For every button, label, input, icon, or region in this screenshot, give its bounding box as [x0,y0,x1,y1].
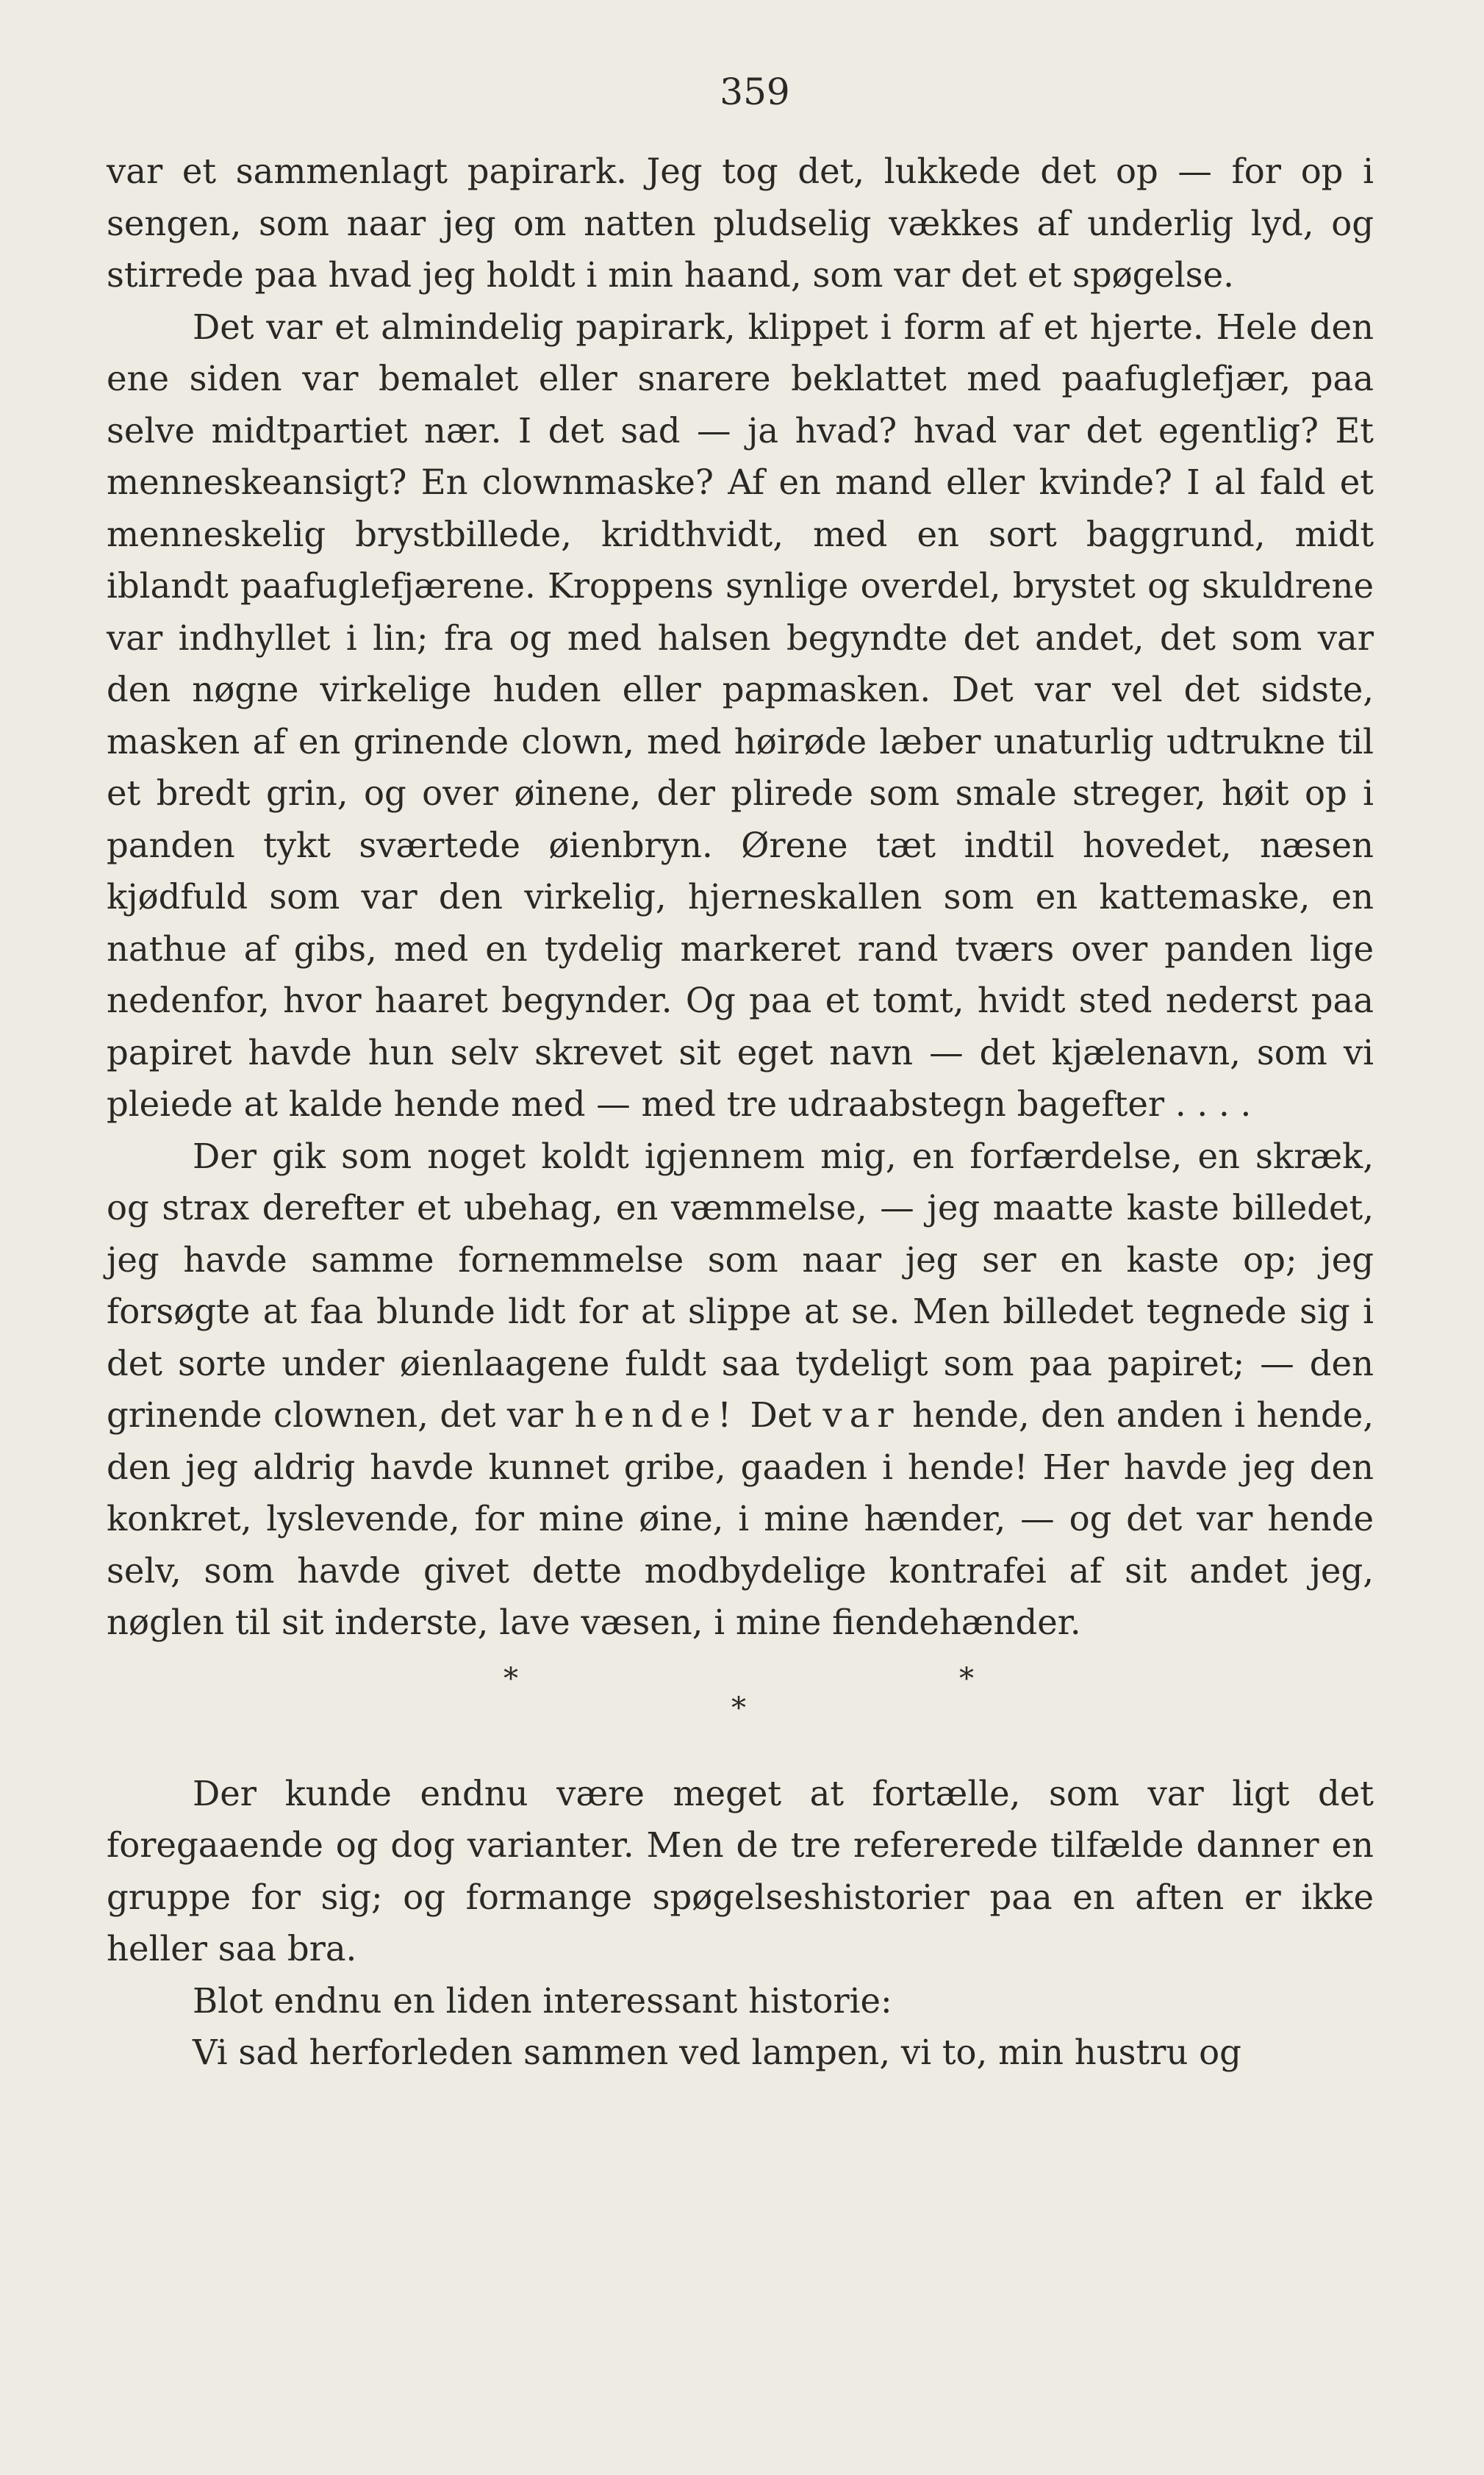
asterisk-center: * [731,1691,746,1725]
asterisk-right: * [959,1661,974,1696]
paragraph-4: Der kunde endnu være meget at fortælle, som var ligt det foregaaende og dog varianter. Men de tre refererede tilfælde danner en gruppe for sig; og formange spøgelseshistorier paa en aften er ikke heller saa bra. [107,1773,1374,1969]
paragraph-2: Det var et almindelig papirark, klippet i form af et hjerte. Hele den ene siden var bemalet eller snarere beklattet med paafuglefjær, paa selve midtpartiet nær. I det sad — ja hvad? hvad var det egentlig? Et menneskeansigt? En clownmaske? Af en mand eller kvinde? I al fald et menneskelig brystbillede, kridthvidt, med en sort baggrund, midt iblandt paafuglefjærene. Kroppens synlige overdel, brystet og skuldrene var indhyllet i lin; fra og med halsen begyndte det andet, det som var den nøgne virkelige huden eller papmasken. Det var vel det sidste, masken af en grinende clown, med høirøde læber unaturlig udtrukne til et bredt grin, og over øinene, der plirede som smale streger, høit op i panden tykt sværtede øienbryn. Ørene tæt indtil hovedet, næsen kjødfuld som var den virkelig, hjerneskallen som en kattemaske, en nathue af gibs, med en tydelig markeret rand tværs over panden lige nedenfor, hvor haaret begynder. Og paa et tomt, hvidt sted nederst paa papiret havde hun selv skrevet sit eget navn — det kjælenavn, som vi pleiede at kalde hende med — med tre udraabstegn bagefter . . . . [107,307,1374,1124]
section-break-asterisks [107,1662,1374,1758]
paragraph-5: Blot endnu en liden interessant historie: [193,1980,892,2021]
paragraph-3-mid: Det [738,1395,823,1435]
page-number: 359 [720,71,790,113]
paragraph-3 [107,1131,1374,1649]
paragraph-1: var et sammenlagt papirark. Jeg tog det, lukkede det op — for op i sengen, som naar jeg om natten pludselig vækkes af underlig lyd, og stirrede paa hvad jeg holdt i min haand, som var det et spøgelse. [107,151,1374,295]
asterisk-left: * [503,1661,518,1696]
paragraph-3-before: Der gik som noget koldt igjennem mig, en forfærdelse, en skræk, og strax derefter et ubehag, en væmmelse, — jeg maatte kaste billedet, jeg havde samme fornemmelse som naar jeg ser en kaste op; jeg forsøgte at faa blunde lidt for at slippe at se. Men billedet tegnede sig i det sorte under øienlaagene fuldt saa tydeligt som paa papiret; — den grinende clownen, det var [107,1136,1374,1435]
spaced-word-var: var [822,1395,901,1435]
section-2 [107,1768,1374,2079]
spaced-word-hende: hende! [574,1395,739,1435]
section-1 [107,146,1374,1649]
paragraph-3-after: hende, den anden i hende, den jeg aldrig havde kunnet gribe, gaaden i hende! Her havde jeg den konkret, lyslevende, for mine øine, i mine hænder, — og det var hende selv, som havde givet dette modbydelige kontrafei af sit andet jeg, nøglen til sit inderste, lave væsen, i mine fiendehænder. [107,1395,1374,1642]
paragraph-6: Vi sad herforleden sammen ved lampen, vi to, min hustru og [193,2032,1241,2072]
